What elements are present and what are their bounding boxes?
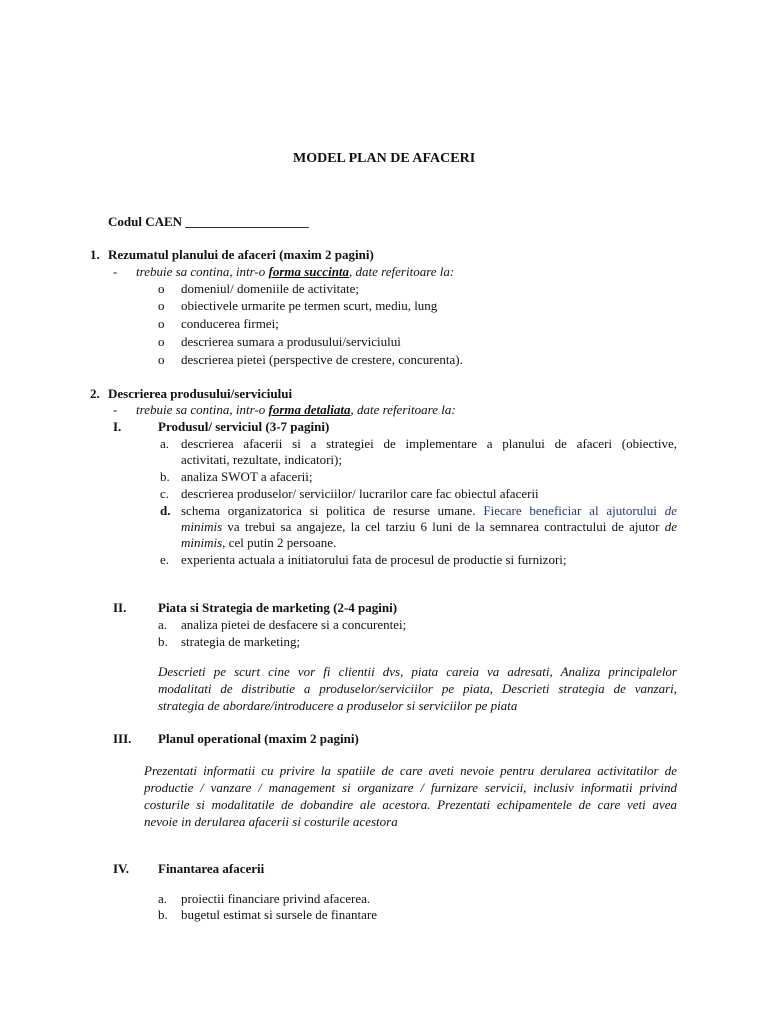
intro-emphasis: forma succinta	[268, 264, 350, 279]
operational-paragraph-line: costurile si modalitatile de dobandire ale acestora. Prezentati echipamentele de care veti avea	[144, 797, 677, 812]
section-1-item: descrierea pietei (perspective de crestere, concurenta).	[181, 352, 463, 367]
list-letter: e.	[160, 552, 170, 567]
bullet-marker: o	[158, 316, 165, 331]
intro-emphasis: forma detaliata	[268, 402, 351, 417]
section-2-intro	[136, 402, 456, 418]
list-letter: a.	[158, 617, 168, 632]
section-1-item: conducerea firmei;	[181, 316, 279, 331]
subsection-III-heading: Planul operational (maxim 2 pagini)	[158, 731, 359, 746]
section-1-number: 1.	[90, 247, 100, 262]
section-1-item: obiectivele urmarite pe termen scurt, mediu, lung	[181, 298, 438, 313]
dash-marker: -	[113, 402, 118, 417]
dash-marker: -	[113, 264, 118, 279]
marketing-paragraph-line: strategia de abordare/introducere a produselor si serviciilor pe piata	[158, 698, 518, 713]
operational-paragraph-line: nevoie in derularea afacerii si costurile acestora	[144, 814, 398, 829]
caen-code-line	[108, 214, 309, 230]
list-letter: b.	[158, 907, 168, 922]
section-2-heading: Descrierea produsului/serviciului	[108, 386, 293, 401]
marketing-paragraph-line: modalitati de distributie a produselor/serviciilor pe piata, Descrieti strategia de vanzari,	[158, 681, 677, 696]
item-d-text: va trebui sa angajeze, la cel tarziu 6 luni de la semnarea contractului de ajutor	[222, 519, 665, 534]
item-d-italic: minimis	[181, 535, 223, 550]
subsection-II-heading: Piata si Strategia de marketing (2-4 pagini)	[158, 600, 398, 615]
item-a-text: analiza pietei de desfacere si a concurentei;	[181, 617, 407, 632]
item-c-text: descrierea produselor/ serviciilor/ lucrarilor care fac obiectul afacerii	[181, 486, 539, 501]
section-1-intro	[136, 264, 454, 280]
bullet-marker: o	[158, 281, 165, 296]
intro-text-end: , date referitoare la:	[349, 264, 455, 279]
list-letter: c.	[160, 486, 170, 501]
item-a-line-2: activitati, rezultate, indicatori);	[181, 452, 342, 467]
section-1-item: descrierea sumara a produsului/serviciului	[181, 334, 401, 349]
caen-blank: ___________________	[185, 214, 309, 229]
bullet-marker: o	[158, 352, 165, 367]
bullet-marker: o	[158, 298, 165, 313]
section-1-item: domeniul/ domeniile de activitate;	[181, 281, 359, 296]
item-d-italic: minimis	[181, 519, 223, 534]
item-b-text: analiza SWOT a afacerii;	[181, 469, 313, 484]
subsection-I-heading: Produsul/ serviciul (3-7 pagini)	[158, 419, 330, 434]
bullet-marker: o	[158, 334, 165, 349]
item-d-blue-text: Fiecare beneficiar al ajutorului	[483, 503, 665, 518]
marketing-paragraph-line: Descrieti pe scurt cine vor fi clientii dvs, piata careia va adresati, Analiza principalelor	[158, 664, 677, 679]
item-d-text: schema organizatorica si politica de resurse umane.	[181, 503, 484, 518]
section-2-number: 2.	[90, 386, 100, 401]
list-letter: d.	[160, 503, 171, 518]
operational-paragraph-line: productie / vanzare / management si organizare / furnizare servicii, inclusiv informatii privind	[144, 780, 677, 795]
list-letter: a.	[160, 436, 170, 451]
list-letter: b.	[158, 634, 168, 649]
subsection-III-numeral: III.	[113, 731, 132, 746]
intro-text-end: , date referitoare la:	[350, 402, 456, 417]
list-letter: a.	[158, 891, 168, 906]
item-d-line-3	[181, 535, 336, 551]
page-title: MODEL PLAN DE AFACERI	[293, 151, 476, 166]
item-d-line-2	[181, 519, 677, 535]
item-b-text: bugetul estimat si sursele de finantare	[181, 907, 378, 922]
item-a-line-1: descrierea afacerii si a strategiei de implementare a planului de afaceri (obiective,	[181, 436, 677, 451]
item-d-blue-italic: de	[664, 503, 677, 518]
list-letter: b.	[160, 469, 170, 484]
item-e-text: experienta actuala a initiatorului fata de procesul de productie si furnizori;	[181, 552, 567, 567]
section-1-heading: Rezumatul planului de afaceri (maxim 2 pagini)	[108, 247, 374, 262]
item-a-text: proiectii financiare privind afacerea.	[181, 891, 371, 906]
subsection-I-numeral: I.	[113, 419, 122, 434]
item-d-text: , cel putin 2 persoane.	[222, 535, 337, 550]
subsection-IV-heading: Finantarea afacerii	[158, 861, 265, 876]
intro-text: trebuie sa contina, intr-o	[136, 264, 269, 279]
subsection-IV-numeral: IV.	[113, 861, 130, 876]
subsection-II-numeral: II.	[113, 600, 127, 615]
operational-paragraph-line: Prezentati informatii cu privire la spatiile de care aveti nevoie pentru derularea activitatilor de	[144, 763, 677, 778]
item-d-line-1	[181, 503, 677, 519]
caen-label: Codul CAEN	[108, 214, 183, 229]
intro-text: trebuie sa contina, intr-o	[136, 402, 269, 417]
item-d-italic: de	[664, 519, 677, 534]
item-b-text: strategia de marketing;	[181, 634, 301, 649]
